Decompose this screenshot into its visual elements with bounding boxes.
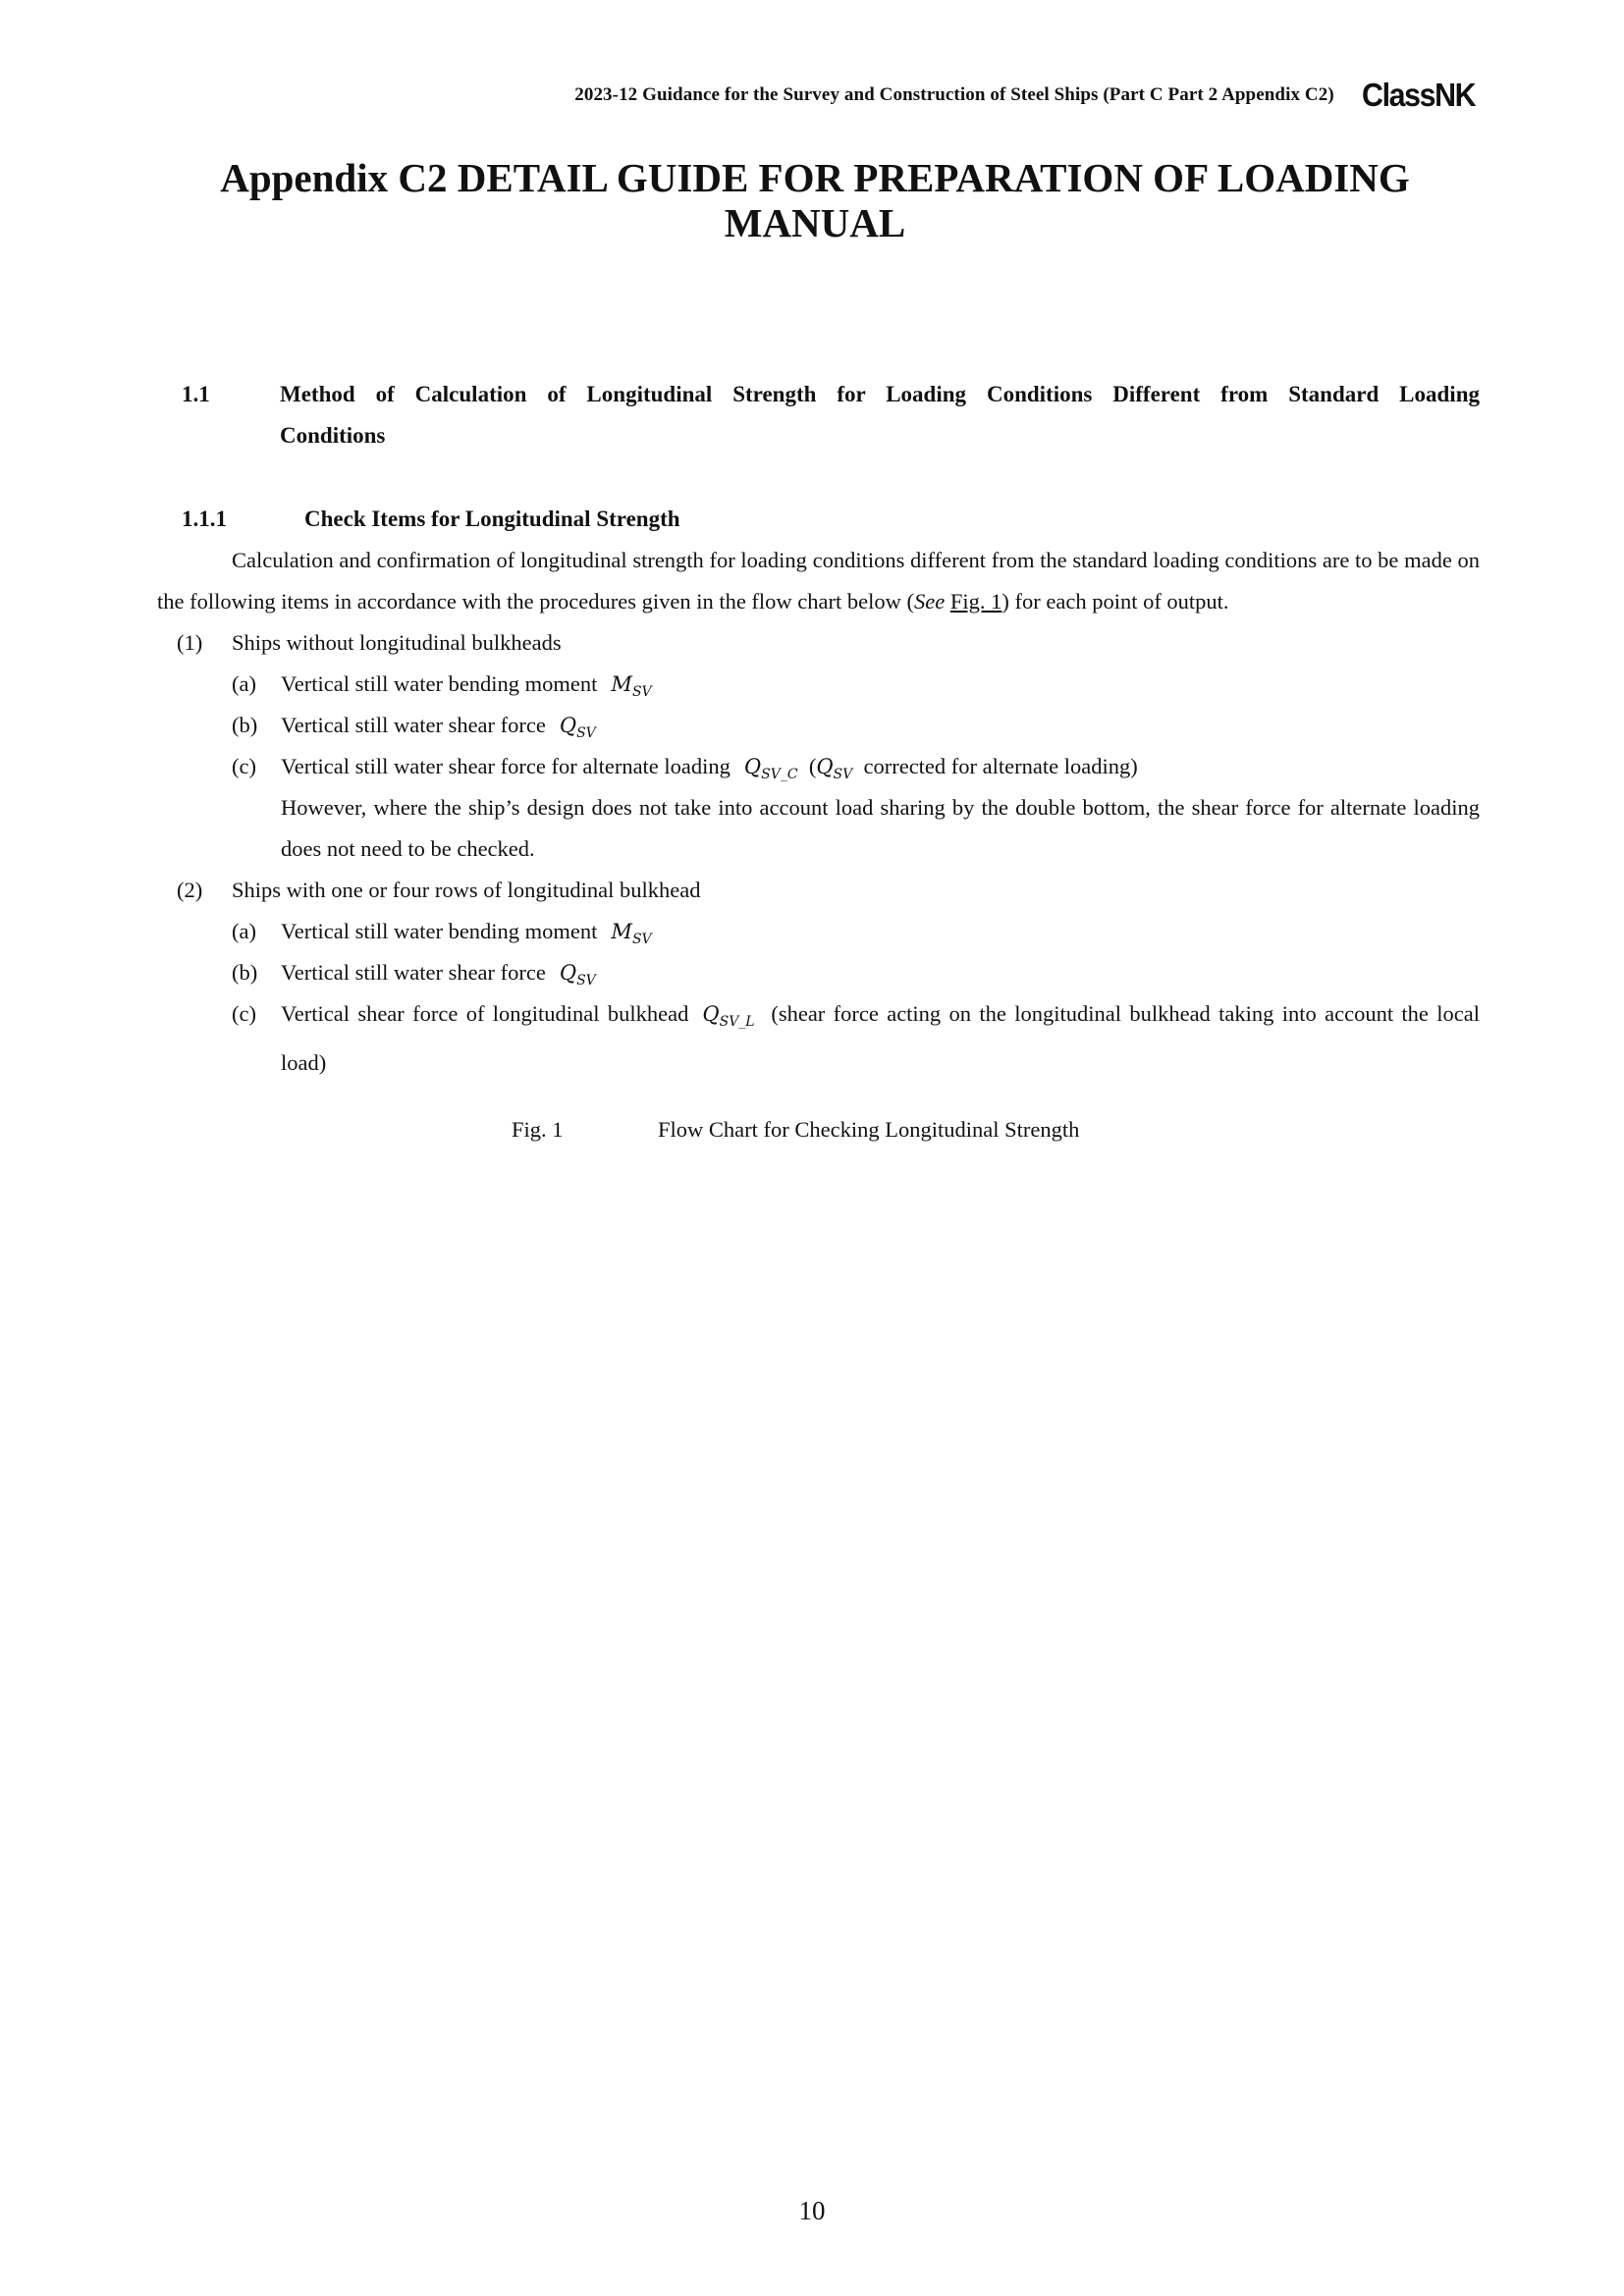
list-2c-text: Vertical shear force of longitudinal bulkhead [281,1001,689,1026]
section-number-1-1-1: 1.1.1 [182,507,227,531]
list-2c-number: (c) [232,1001,256,1026]
list-1c-number: (c) [232,754,256,778]
intro-paragraph [157,540,1480,622]
document-title [216,155,1414,245]
list-2a-text: Vertical still water bending moment [281,919,598,943]
symbol-q-sv-c: $Q_{SV\_C}$ [743,755,798,783]
list-2b-number: (b) [232,960,258,985]
list-1c-item: Vertical still water shear force for alternate loading $Q_{SV\_C}$ ($Q_{SV}$ corrected for alternate loading) [281,754,1138,783]
symbol-q-sv: $Q_{SV}$ [559,714,596,742]
section-title-1-1-1: Check Items for Longitudinal Strength [304,507,680,531]
list-2-text: Ships with one or four rows of longitudinal bulkhead [232,878,701,902]
list-2b-text: Vertical still water shear force [281,960,546,985]
section-title-1-1-line1: Method of Calculation of Longitudinal Strength for Loading Conditions Different from Standard Loading [280,382,1480,406]
list-2a-number: (a) [232,919,256,943]
intro-see: See [914,589,946,614]
header-text: 2023-12 Guidance for the Survey and Construction of Steel Ships (Part C Part 2 Appendix C2) [574,84,1334,105]
list-2c-tail: (shear force acting on the longitudinal bulkhead taking into account the local load) [281,1001,1481,1076]
section-title-1-1 [280,374,1480,456]
intro-text-1: Calculation and confirmation of longitudinal strength for loading conditions different from the standard loading conditions are to be made on the following items in accordance with the procedures given in the flow chart below ( [157,548,1480,614]
page-number: 10 [798,2196,826,2225]
symbol-m-sv: $M_{SV}$ [611,920,652,948]
symbol-q-sv-2: $Q_{SV}$ [816,755,853,783]
figure-label: Fig. 1 [512,1117,564,1142]
list-1b-text: Vertical still water shear force [281,713,546,737]
figure-title: Flow Chart for Checking Longitudinal Strength [658,1117,1080,1142]
list-1c-note: However, where the ship’s design does not take into account load sharing by the double bottom, the shear force for alternate loading does not need to be checked. [281,795,1480,861]
list-1a-text: Vertical still water bending moment [281,671,598,696]
fig-1-link[interactable]: Fig. 1 [949,589,1002,614]
list-1c-text: Vertical still water shear force for alternate loading [281,754,731,778]
list-1a-number: (a) [232,671,256,696]
list-1c-tail: corrected for alternate loading) [863,754,1138,778]
symbol-m-sv: $M_{SV}$ [611,672,652,701]
list-1-number: (1) [177,630,203,655]
classnk-logo: ClassNK [1361,77,1475,113]
intro-text-2: ) for each point of output. [1001,589,1229,614]
title-line-2: MANUAL [724,200,906,245]
symbol-q-sv: $Q_{SV}$ [559,961,596,989]
section-number-1-1: 1.1 [182,382,210,406]
list-2c-item [281,993,1480,1084]
list-1b-number: (b) [232,713,258,737]
page-header [0,77,1475,114]
section-title-1-1-line2: Conditions [280,423,386,448]
list-2-number: (2) [177,878,203,902]
symbol-q-sv-l: $Q_{SV\_L}$ [702,1002,755,1031]
list-1-text: Ships without longitudinal bulkheads [232,630,562,655]
title-line-1: Appendix C2 DETAIL GUIDE FOR PREPARATION OF LOADING [220,155,1410,200]
